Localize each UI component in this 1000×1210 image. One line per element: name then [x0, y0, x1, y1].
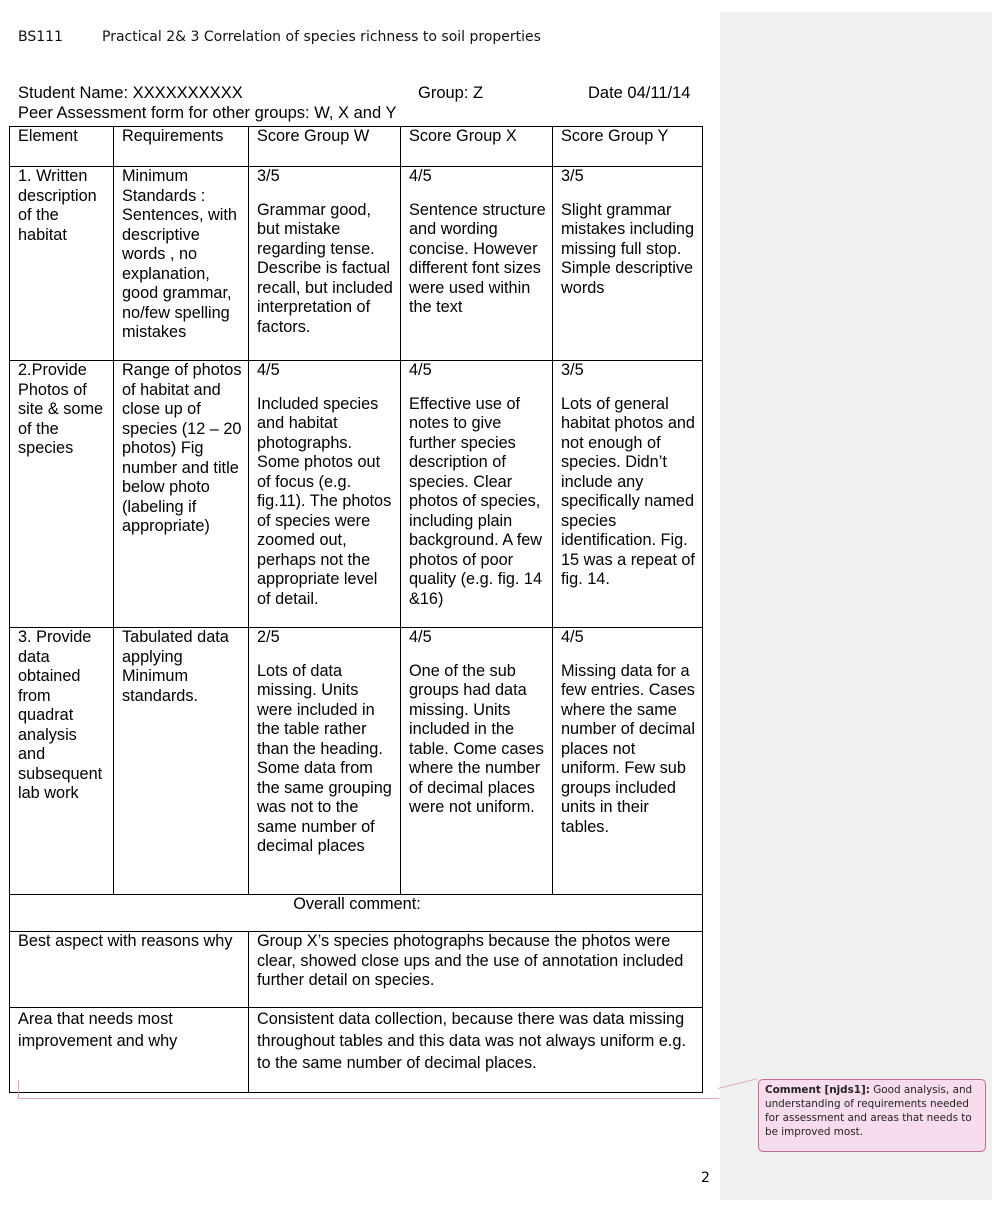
group-label: Group: Z [418, 84, 484, 102]
score-value: 2/5 [257, 628, 280, 646]
overall-comment-row [10, 895, 703, 932]
score-value: 3/5 [257, 167, 280, 185]
header-score-w: Score Group W [249, 127, 401, 167]
score-comment: Slight grammar mistakes including missing full stop. Simple descriptive words [561, 200, 695, 297]
score-value: 4/5 [409, 361, 432, 379]
score-cell-x [401, 361, 553, 628]
best-aspect-label: Best aspect with reasons why [10, 932, 249, 1008]
table-row [10, 628, 703, 895]
score-comment: Lots of data missing. Units were included in the table rather than the heading. Some data from the same grouping was not to the same number of decimal places [257, 661, 392, 855]
best-aspect-text: Group X’s species photographs because the photos were clear, showed close ups and the use of annotation included further detail on species. [249, 932, 703, 1008]
score-comment: Effective use of notes to give further species description of species. Clear photos of species, including plain background. A few photos of poor quality (e.g. fig. 14 &16) [409, 394, 543, 608]
header-score-x: Score Group X [401, 127, 553, 167]
overall-comment-heading: Overall comment: [10, 895, 703, 932]
score-cell-x [401, 167, 553, 361]
page-number: 2 [701, 1170, 710, 1186]
improvement-text: Consistent data collection, because there was data missing throughout tables and this data was not always uniform e.g. to the same number of decimal places. [249, 1008, 703, 1093]
improvement-label: Area that needs most improvement and why [10, 1008, 249, 1093]
score-value: 3/5 [561, 167, 584, 185]
review-comment-balloon[interactable] [758, 1079, 986, 1152]
student-name: Student Name: XXXXXXXXXX [18, 84, 243, 102]
assessment-table [9, 126, 703, 1093]
score-value: 4/5 [257, 361, 280, 379]
comment-anchor-line [18, 1080, 719, 1099]
date-label: Date 04/11/14 [588, 84, 691, 102]
requirements-cell: Minimum Standards : Sentences, with descriptive words , no explanation, good grammar, no/few spelling mistakes [114, 167, 249, 361]
element-cell: 2.Provide Photos of site & some of the species [10, 361, 114, 628]
score-cell-y [553, 167, 703, 361]
score-comment: One of the sub groups had data missing. Units included in the table. Come cases where the number of decimal places were not uniform. [409, 661, 544, 816]
score-value: 3/5 [561, 361, 584, 379]
score-cell-w [249, 361, 401, 628]
table-header-row [10, 127, 703, 167]
score-comment: Missing data for a few entries. Cases where the same number of decimal places not uniform. Few sub groups included units in their tables. [561, 661, 695, 836]
header-element: Element [10, 127, 114, 167]
score-value: 4/5 [409, 628, 432, 646]
element-cell: 1. Written description of the habitat [10, 167, 114, 361]
table-row [10, 361, 703, 628]
score-comment: Grammar good, but mistake regarding tense. Describe is factual recall, but included interpretation of factors. [257, 200, 393, 336]
score-comment: Sentence structure and wording concise. However different font sizes were used within the text [409, 200, 546, 316]
document-title: Practical 2& 3 Correlation of species richness to soil properties [102, 29, 541, 45]
score-cell-x [401, 628, 553, 895]
requirements-cell: Tabulated data applying Minimum standards. [114, 628, 249, 895]
comment-author: Comment [njds1]: [765, 1084, 870, 1096]
requirements-cell: Range of photos of habitat and close up of species (12 – 20 photos) Fig number and title below photo (labeling if appropriate) [114, 361, 249, 628]
element-cell: 3. Provide data obtained from quadrat analysis and subsequent lab work [10, 628, 114, 895]
comment-margin-pane [720, 12, 992, 1200]
comment-text: Good analysis, and understanding of requirements needed for assessment and areas that needs to be improved most. [765, 1084, 973, 1138]
score-value: 4/5 [561, 628, 584, 646]
score-cell-w [249, 167, 401, 361]
table-row [10, 167, 703, 361]
page-header [18, 29, 541, 45]
best-aspect-row [10, 932, 703, 1008]
score-value: 4/5 [409, 167, 432, 185]
course-code: BS111 [18, 29, 63, 45]
score-cell-y [553, 361, 703, 628]
peer-assessment-heading: Peer Assessment form for other groups: W, X and Y [18, 104, 397, 122]
score-comment: Included species and habitat photographs. Some photos out of focus (e.g. fig.11). The photos of species were zoomed out, perhaps not the appropriate level of detail. [257, 394, 392, 608]
header-requirements: Requirements [114, 127, 249, 167]
score-cell-w [249, 628, 401, 895]
score-comment: Lots of general habitat photos and not enough of species. Didn’t include any specifically named species identification. Fig. 15 was a repeat of fig. 14. [561, 394, 695, 588]
header-score-y: Score Group Y [553, 127, 703, 167]
score-cell-y [553, 628, 703, 895]
